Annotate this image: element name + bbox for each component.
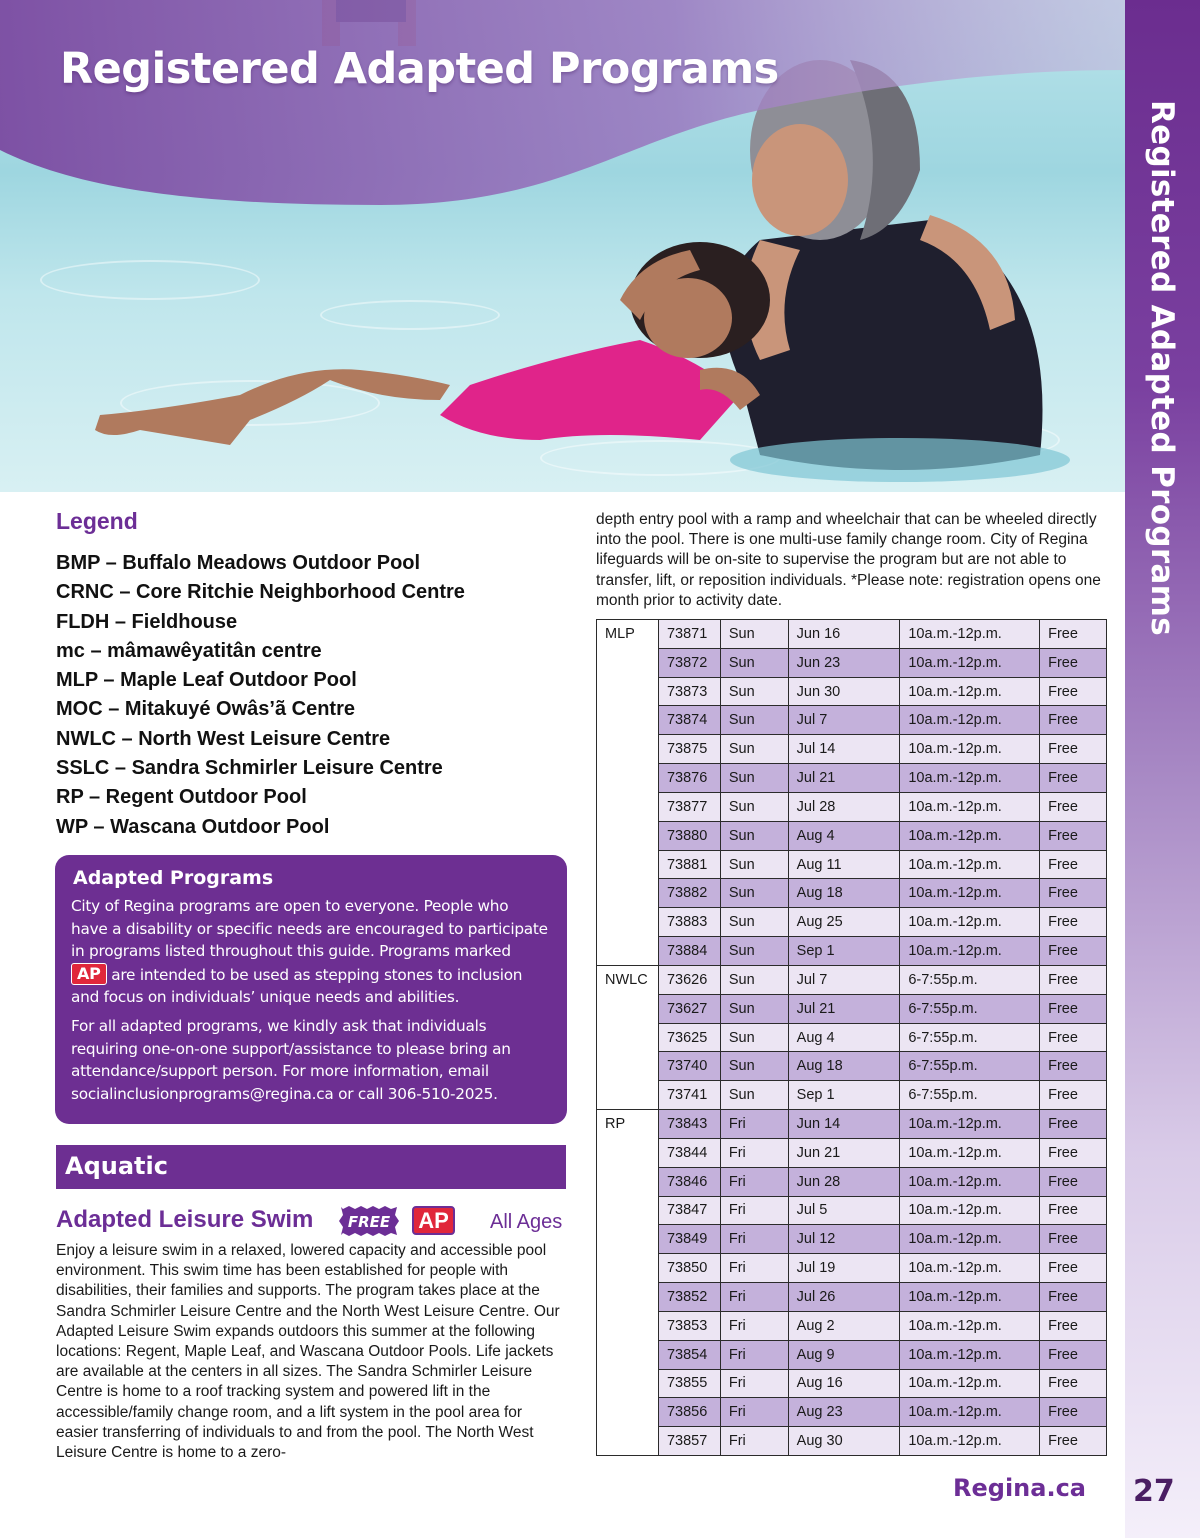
legend-item: NWLC – North West Leisure Centre [56,727,391,750]
day-cell: Sun [720,792,788,821]
table-row [597,821,1107,850]
course-code-cell: 73843 [658,1110,720,1139]
time-cell: 10a.m.-12p.m. [900,1311,1040,1340]
fee-cell: Free [1040,937,1107,966]
time-cell: 10a.m.-12p.m. [900,1196,1040,1225]
course-code-cell: 73740 [658,1052,720,1081]
course-code-cell: 73876 [658,764,720,793]
date-cell: Aug 23 [788,1398,900,1427]
header-wave-band [0,0,1125,220]
time-cell: 6-7:55p.m. [900,994,1040,1023]
table-row [597,1254,1107,1283]
date-cell: Aug 18 [788,1052,900,1081]
course-code-cell: 73844 [658,1138,720,1167]
date-cell: Jun 16 [788,620,900,649]
fee-cell: Free [1040,994,1107,1023]
table-row [597,677,1107,706]
legend-item: MOC – Mitakuyé Owâs’ã Centre [56,698,355,721]
hero-photo [0,0,1125,492]
course-code-cell: 73627 [658,994,720,1023]
date-cell: Sep 1 [788,1081,900,1110]
time-cell: 10a.m.-12p.m. [900,792,1040,821]
date-cell: Jun 28 [788,1167,900,1196]
day-cell: Fri [720,1196,788,1225]
course-code-cell: 73853 [658,1311,720,1340]
course-code-cell: 73873 [658,677,720,706]
course-code-cell: 73626 [658,965,720,994]
time-cell: 10a.m.-12p.m. [900,764,1040,793]
adapted-programs-paragraph-2: For all adapted programs, we kindly ask that individuals requiring one-on-one support/assistance to please bring an attendance/support person. For more information, email socialinclusionprograms@regina.ca or call 306-510-2025. [71,1016,511,1103]
date-cell: Jul 7 [788,706,900,735]
date-cell: Aug 4 [788,821,900,850]
table-row [597,1398,1107,1427]
table-row [597,1110,1107,1139]
time-cell: 10a.m.-12p.m. [900,648,1040,677]
time-cell: 10a.m.-12p.m. [900,1225,1040,1254]
date-cell: Jun 30 [788,677,900,706]
date-cell: Jul 26 [788,1283,900,1312]
course-code-cell: 73856 [658,1398,720,1427]
page-title: Registered Adapted Programs [60,44,779,94]
time-cell: 10a.m.-12p.m. [900,821,1040,850]
time-cell: 10a.m.-12p.m. [900,1167,1040,1196]
fee-cell: Free [1040,1167,1107,1196]
date-cell: Aug 9 [788,1340,900,1369]
date-cell: Jul 19 [788,1254,900,1283]
location-cell: NWLC [597,965,659,1109]
date-cell: Jul 21 [788,994,900,1023]
fee-cell: Free [1040,1340,1107,1369]
day-cell: Sun [720,620,788,649]
schedule-table [596,619,1107,1456]
table-row [597,1196,1107,1225]
page-number: 27 [1133,1474,1175,1509]
table-row [597,1052,1107,1081]
course-code-cell: 73741 [658,1081,720,1110]
course-code-cell: 73881 [658,850,720,879]
day-cell: Fri [720,1167,788,1196]
time-cell: 10a.m.-12p.m. [900,1138,1040,1167]
table-row [597,1023,1107,1052]
day-cell: Fri [720,1254,788,1283]
day-cell: Fri [720,1369,788,1398]
table-row [597,1311,1107,1340]
course-code-cell: 73875 [658,735,720,764]
table-row [597,850,1107,879]
table-row [597,994,1107,1023]
course-code-cell: 73849 [658,1225,720,1254]
time-cell: 6-7:55p.m. [900,1023,1040,1052]
course-code-cell: 73850 [658,1254,720,1283]
fee-cell: Free [1040,1196,1107,1225]
fee-cell: Free [1040,1283,1107,1312]
course-code-cell: 73874 [658,706,720,735]
legend-heading: Legend [56,508,138,534]
table-row [597,1225,1107,1254]
adapted-programs-box [55,855,567,1124]
free-badge-label: FREE [347,1213,391,1231]
course-code-cell: 73872 [658,648,720,677]
day-cell: Fri [720,1283,788,1312]
day-cell: Sun [720,648,788,677]
date-cell: Jul 12 [788,1225,900,1254]
date-cell: Jun 14 [788,1110,900,1139]
legend-item: CRNC – Core Ritchie Neighborhood Centre [56,581,465,604]
table-row [597,965,1107,994]
fee-cell: Free [1040,735,1107,764]
day-cell: Sun [720,764,788,793]
time-cell: 10a.m.-12p.m. [900,706,1040,735]
time-cell: 10a.m.-12p.m. [900,1254,1040,1283]
time-cell: 10a.m.-12p.m. [900,620,1040,649]
location-cell: MLP [597,620,659,966]
date-cell: Aug 11 [788,850,900,879]
time-cell: 6-7:55p.m. [900,1052,1040,1081]
table-row [597,1427,1107,1456]
table-row [597,1081,1107,1110]
time-cell: 6-7:55p.m. [900,1081,1040,1110]
legend-item: BMP – Buffalo Meadows Outdoor Pool [56,552,421,574]
table-row [597,879,1107,908]
legend-list [56,549,465,842]
fee-cell: Free [1040,1023,1107,1052]
table-row [597,937,1107,966]
course-code-cell: 73884 [658,937,720,966]
course-code-cell: 73846 [658,1167,720,1196]
day-cell: Sun [720,821,788,850]
time-cell: 10a.m.-12p.m. [900,1283,1040,1312]
table-row [597,1283,1107,1312]
legend-item: MLP – Maple Leaf Outdoor Pool [56,669,357,692]
fee-cell: Free [1040,1138,1107,1167]
course-code-cell: 73854 [658,1340,720,1369]
time-cell: 10a.m.-12p.m. [900,937,1040,966]
table-row [597,706,1107,735]
free-starburst-icon [339,1206,399,1236]
legend-item: SSLC – Sandra Schmirler Leisure Centre [56,757,443,780]
table-row [597,1138,1107,1167]
time-cell: 10a.m.-12p.m. [900,879,1040,908]
day-cell: Sun [720,1023,788,1052]
program-title: Adapted Leisure Swim [56,1206,314,1233]
day-cell: Fri [720,1427,788,1456]
section-header-aquatic: Aquatic [56,1145,566,1189]
day-cell: Sun [720,735,788,764]
table-row [597,1369,1107,1398]
fee-cell: Free [1040,821,1107,850]
fee-cell: Free [1040,1052,1107,1081]
day-cell: Sun [720,850,788,879]
day-cell: Fri [720,1398,788,1427]
date-cell: Aug 4 [788,1023,900,1052]
date-cell: Jul 28 [788,792,900,821]
course-code-cell: 73883 [658,908,720,937]
time-cell: 10a.m.-12p.m. [900,850,1040,879]
time-cell: 6-7:55p.m. [900,965,1040,994]
day-cell: Sun [720,965,788,994]
fee-cell: Free [1040,792,1107,821]
table-row [597,620,1107,649]
day-cell: Sun [720,994,788,1023]
fee-cell: Free [1040,965,1107,994]
fee-cell: Free [1040,1110,1107,1139]
program-description: Enjoy a leisure swim in a relaxed, lowered capacity and accessible pool environment. This swim time has been established for people with disabilities, their families and supports. The program takes place at the Sandra Schmirler Leisure Centre and the North West Leisure Centre. Our Adapted Leisure Swim expands outdoors this summer at the following locations: Regent, Maple Leaf, and Wascana Outdoor Pools. Life jackets are available at the centers in all sizes. The Sandra Schmirler Leisure Centre is home to a roof tracking system and powered lift in the accessible/family change room, and a lift system in the pool area for easier transferring of individuals to and from the pool. The North West Leisure Centre is home to a zero- [56,1242,560,1462]
time-cell: 10a.m.-12p.m. [900,1110,1040,1139]
fee-cell: Free [1040,850,1107,879]
time-cell: 10a.m.-12p.m. [900,908,1040,937]
date-cell: Jun 21 [788,1138,900,1167]
day-cell: Fri [720,1110,788,1139]
time-cell: 10a.m.-12p.m. [900,677,1040,706]
table-row [597,792,1107,821]
adapted-text-after: are intended to be used as stepping stones to inclusion and focus on individuals’ unique needs and abilities. [71,965,523,1007]
date-cell: Aug 2 [788,1311,900,1340]
fee-cell: Free [1040,677,1107,706]
course-code-cell: 73877 [658,792,720,821]
table-row [597,735,1107,764]
day-cell: Sun [720,908,788,937]
day-cell: Sun [720,879,788,908]
fee-cell: Free [1040,1427,1107,1456]
day-cell: Sun [720,937,788,966]
ap-badge-icon: AP [71,963,107,985]
date-cell: Aug 16 [788,1369,900,1398]
fee-cell: Free [1040,648,1107,677]
course-code-cell: 73847 [658,1196,720,1225]
date-cell: Aug 30 [788,1427,900,1456]
course-code-cell: 73882 [658,879,720,908]
adapted-programs-heading: Adapted Programs [73,867,274,889]
fee-cell: Free [1040,879,1107,908]
date-cell: Jun 23 [788,648,900,677]
date-cell: Jul 5 [788,1196,900,1225]
day-cell: Fri [720,1225,788,1254]
fee-cell: Free [1040,1311,1107,1340]
time-cell: 10a.m.-12p.m. [900,1398,1040,1427]
fee-cell: Free [1040,1254,1107,1283]
time-cell: 10a.m.-12p.m. [900,1369,1040,1398]
time-cell: 10a.m.-12p.m. [900,1340,1040,1369]
sidebar-vertical-title: Registered Adapted Programs [1144,100,1180,636]
table-row [597,648,1107,677]
day-cell: Fri [720,1138,788,1167]
date-cell: Jul 7 [788,965,900,994]
location-cell: RP [597,1110,659,1456]
fee-cell: Free [1040,620,1107,649]
date-cell: Sep 1 [788,937,900,966]
ap-badge-icon: AP [412,1206,455,1235]
date-cell: Aug 18 [788,879,900,908]
fee-cell: Free [1040,1369,1107,1398]
legend-item: WP – Wascana Outdoor Pool [56,815,330,838]
day-cell: Sun [720,706,788,735]
day-cell: Fri [720,1340,788,1369]
fee-cell: Free [1040,1398,1107,1427]
time-cell: 10a.m.-12p.m. [900,735,1040,764]
table-row [597,1340,1107,1369]
table-row [597,908,1107,937]
day-cell: Fri [720,1311,788,1340]
day-cell: Sun [720,1052,788,1081]
course-code-cell: 73852 [658,1283,720,1312]
fee-cell: Free [1040,764,1107,793]
table-row [597,764,1107,793]
fee-cell: Free [1040,1081,1107,1110]
legend-item: mc – mâmawêyatitân centre [56,639,322,662]
day-cell: Sun [720,1081,788,1110]
day-cell: Sun [720,677,788,706]
date-cell: Aug 25 [788,908,900,937]
course-code-cell: 73625 [658,1023,720,1052]
course-code-cell: 73880 [658,821,720,850]
time-cell: 10a.m.-12p.m. [900,1427,1040,1456]
fee-cell: Free [1040,1225,1107,1254]
legend-item: FLDH – Fieldhouse [56,610,238,633]
adapted-programs-paragraph-1 [71,895,549,1009]
course-code-cell: 73857 [658,1427,720,1456]
adapted-text-before: City of Regina programs are open to everyone. People who have a disability or specific needs are encouraged to participate in programs listed throughout this guide. Programs marked [71,897,548,961]
program-description-continued: depth entry pool with a ramp and wheelchair that can be wheeled directly into the pool. There is one multi-use family change room. City of Regina lifeguards will be on-site to supervise the program but are not able to transfer, lift, or reposition individuals. *Please note: registration opens one month prior to activity date. [596,511,1101,609]
table-row [597,1167,1107,1196]
fee-cell: Free [1040,706,1107,735]
course-code-cell: 73855 [658,1369,720,1398]
age-group: All Ages [490,1211,563,1233]
date-cell: Jul 14 [788,735,900,764]
legend-item: RP – Regent Outdoor Pool [56,786,307,809]
date-cell: Jul 21 [788,764,900,793]
course-code-cell: 73871 [658,620,720,649]
footer-website[interactable]: Regina.ca [953,1474,1086,1502]
fee-cell: Free [1040,908,1107,937]
